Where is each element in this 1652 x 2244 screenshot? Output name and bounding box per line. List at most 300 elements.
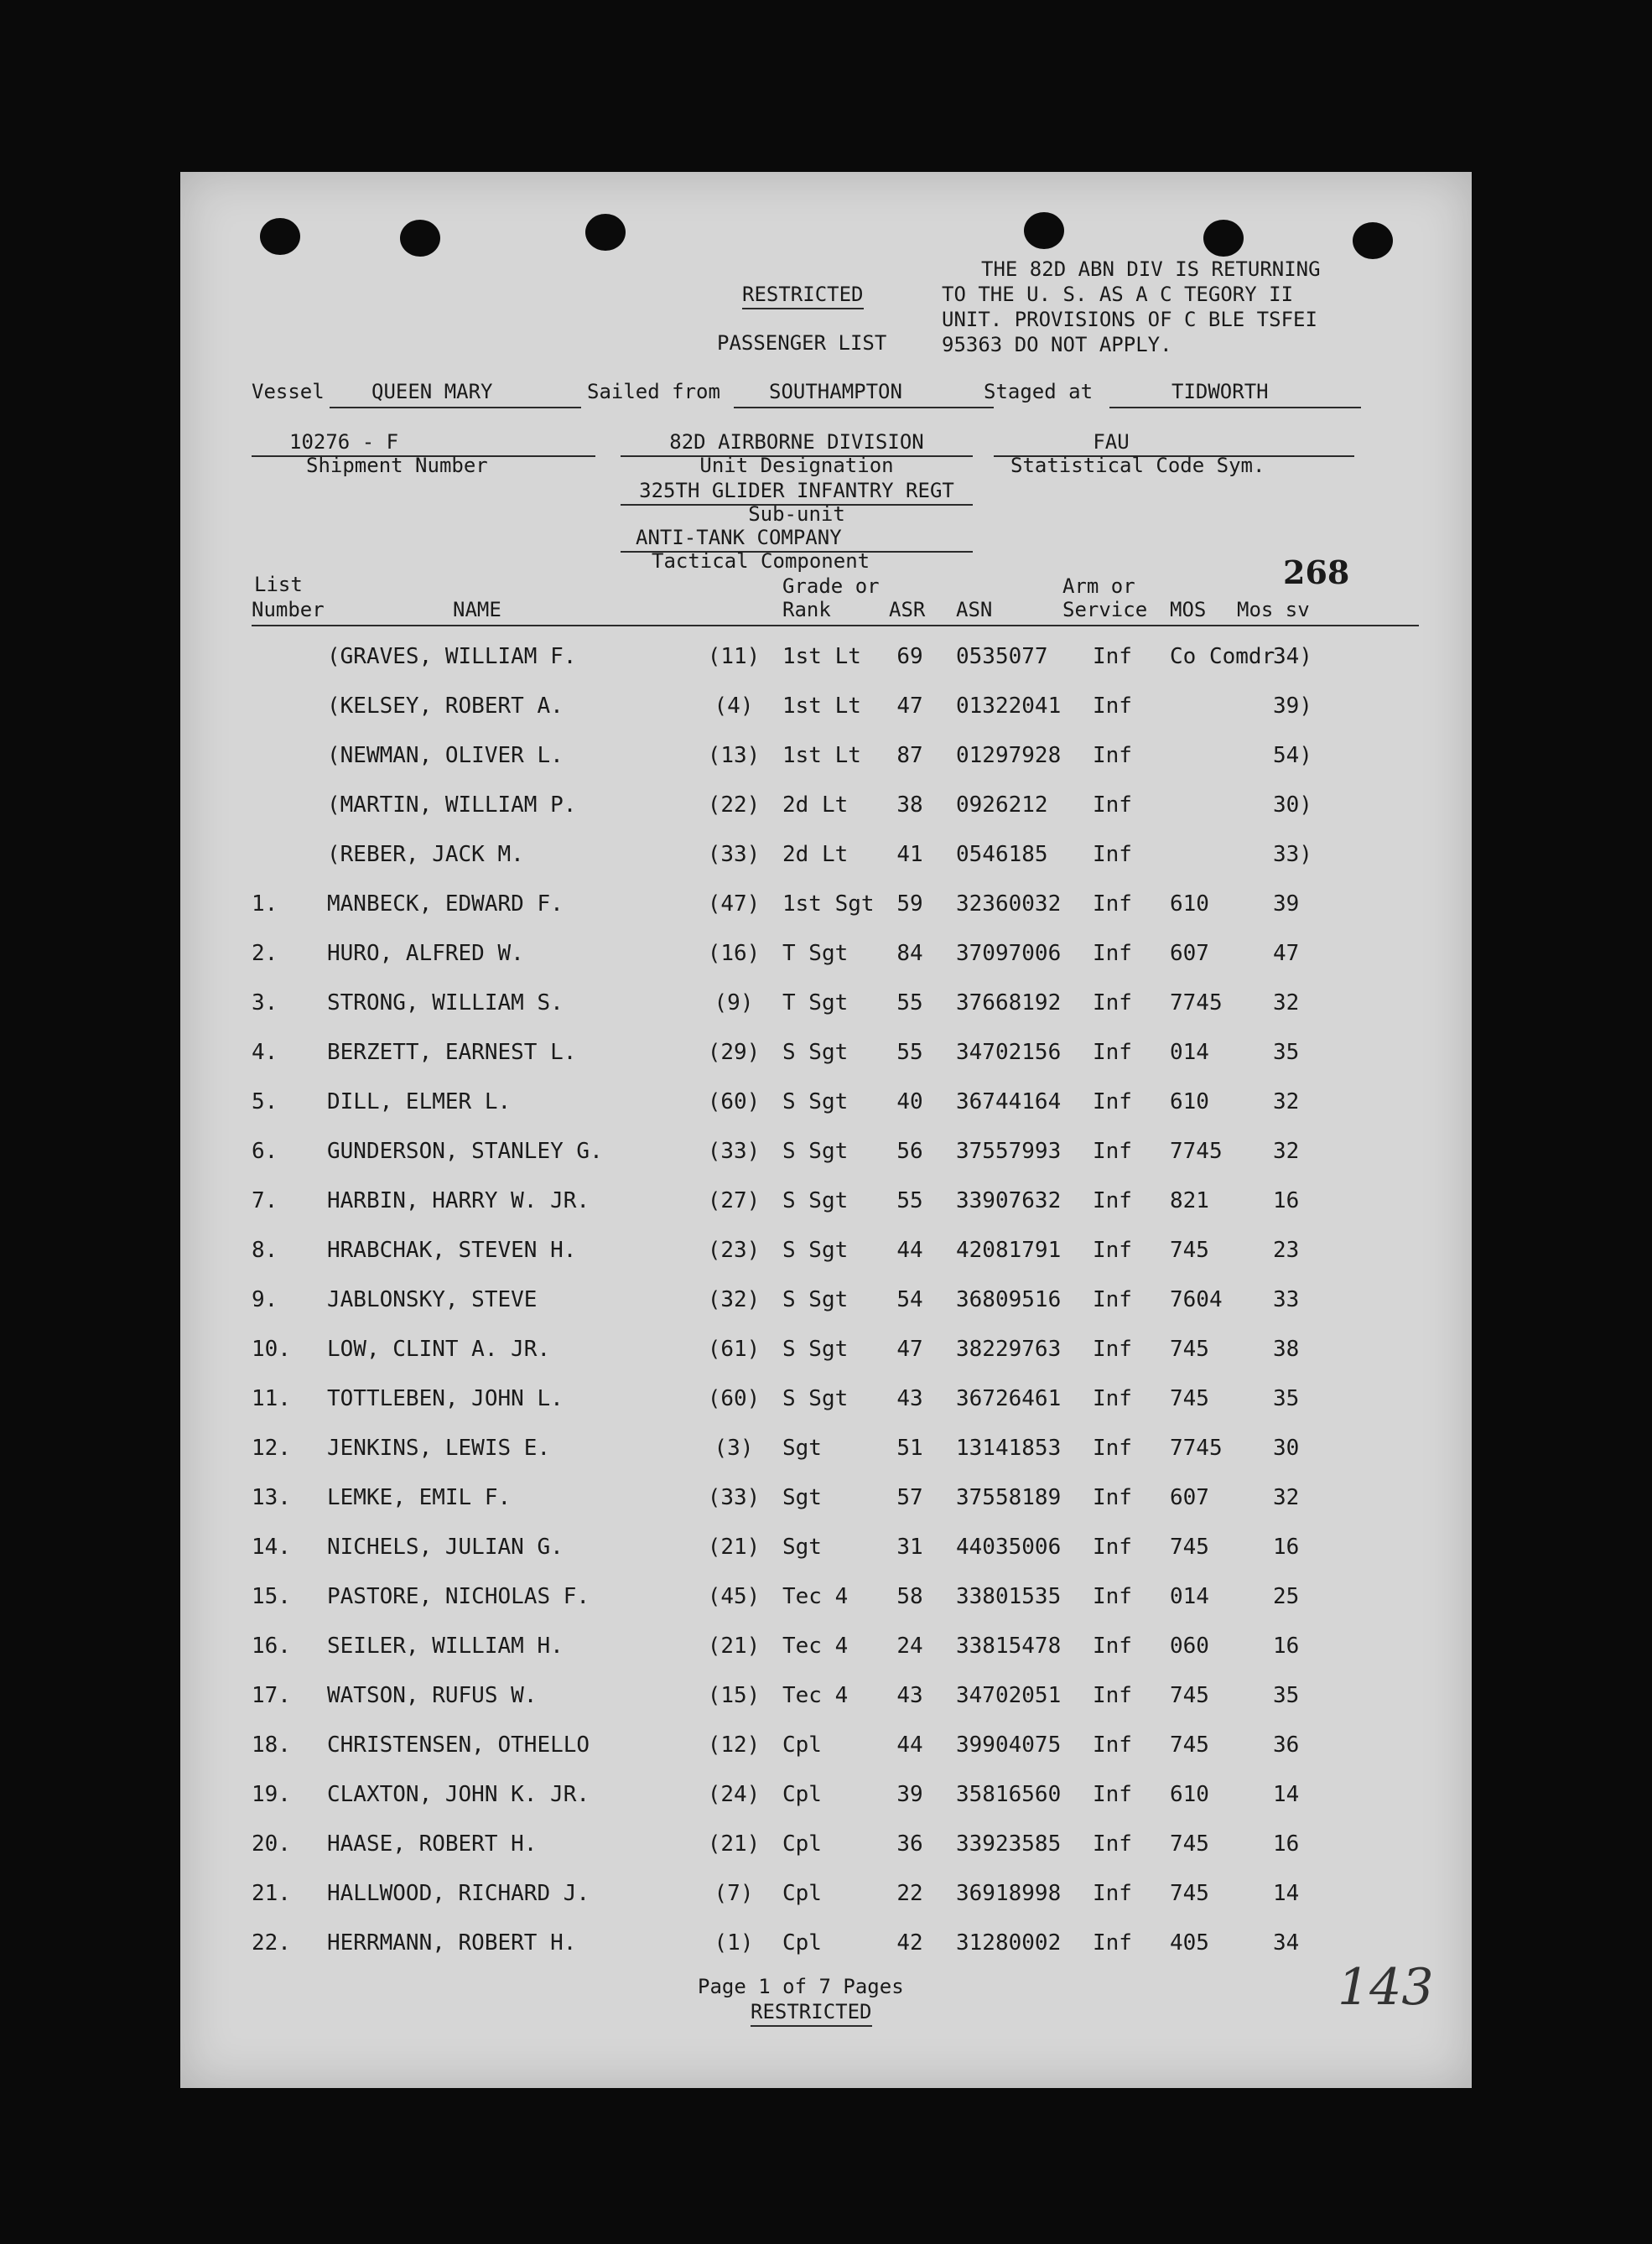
mos-code: 610 [1170,891,1209,917]
grade-rank: Sgt [782,1436,822,1461]
table-row [180,1089,1472,1123]
grade-rank: Cpl [782,1732,822,1758]
staged-at-underline [1109,407,1361,408]
army-serial-number: 34702051 [956,1683,1062,1708]
arm-service: Inf [1093,1436,1132,1461]
passenger-name: (NEWMAN, OLIVER L. [327,743,564,768]
list-number: 15. [252,1584,291,1609]
months-service: 32 [1273,1089,1300,1114]
grade-rank: 1st Lt [782,693,861,719]
asr-score: 59 [896,891,923,917]
code-number: (27) [707,1188,761,1213]
code-number: (13) [707,743,761,768]
code-number: (4) [714,693,754,719]
table-row [180,1485,1472,1519]
asr-score: 22 [896,1881,923,1906]
list-number: 4. [252,1040,278,1065]
months-service: 30 [1273,1436,1300,1461]
arm-service: Inf [1093,1287,1132,1312]
col-list-number-line1: List [254,573,303,596]
table-row [180,743,1472,777]
col-arm-line2: Service [1062,598,1148,621]
mos-code: 014 [1170,1584,1209,1609]
mos-code: 610 [1170,1089,1209,1114]
arm-service: Inf [1093,1238,1132,1263]
grade-rank: Tec 4 [782,1683,849,1708]
asr-score: 54 [896,1287,923,1312]
punch-hole-icon [1203,220,1244,257]
passenger-name: SEILER, WILLIAM H. [327,1634,564,1659]
list-number: 19. [252,1782,291,1807]
table-row [180,1584,1472,1618]
column-header-underline [252,625,1419,626]
mos-code: 060 [1170,1634,1209,1659]
asr-score: 44 [896,1732,923,1758]
asr-score: 69 [896,644,923,669]
months-service: 38 [1273,1337,1300,1362]
arm-service: Inf [1093,1584,1132,1609]
code-number: (45) [707,1584,761,1609]
table-row [180,1930,1472,1964]
passenger-name: BERZETT, EARNEST L. [327,1040,577,1065]
grade-rank: S Sgt [782,1287,849,1312]
arm-service: Inf [1093,1732,1132,1758]
vessel-label: Vessel [252,380,325,403]
statistical-code-label: Statistical Code Sym. [1010,454,1265,477]
restricted-heading: RESTRICTED [742,283,864,309]
asr-score: 47 [896,693,923,719]
arm-service: Inf [1093,1337,1132,1362]
asr-score: 55 [896,1040,923,1065]
code-number: (9) [714,990,754,1016]
passenger-name: HRABCHAK, STEVEN H. [327,1238,577,1263]
asr-score: 44 [896,1238,923,1263]
passenger-name: LEMKE, EMIL F. [327,1485,512,1510]
list-number: 10. [252,1337,291,1362]
shipment-number-value: 10276 - F [289,430,399,454]
army-serial-number: 36918998 [956,1881,1062,1906]
passenger-name: TOTTLEBEN, JOHN L. [327,1386,564,1411]
table-row [180,1732,1472,1766]
passenger-name: (MARTIN, WILLIAM P. [327,792,577,818]
table-row [180,644,1472,678]
army-serial-number: 37558189 [956,1485,1062,1510]
army-serial-number: 42081791 [956,1238,1062,1263]
grade-rank: T Sgt [782,941,849,966]
list-number: 8. [252,1238,278,1263]
code-number: (33) [707,1139,761,1164]
punch-hole-icon [585,214,626,251]
code-number: (21) [707,1634,761,1659]
code-number: (47) [707,891,761,917]
arm-service: Inf [1093,792,1132,818]
arm-service: Inf [1093,990,1132,1016]
passenger-name: HALLWOOD, RICHARD J. [327,1881,590,1906]
army-serial-number: 33815478 [956,1634,1062,1659]
table-row [180,990,1472,1024]
stamp-number: 268 [1283,553,1350,591]
punch-hole-icon [1353,222,1393,259]
months-service: 35 [1273,1683,1300,1708]
vessel-underline [330,407,581,408]
passenger-name: NICHELS, JULIAN G. [327,1535,564,1560]
code-number: (1) [714,1930,754,1956]
sailed-from-value: SOUTHAMPTON [769,380,902,403]
list-number: 13. [252,1485,291,1510]
punch-hole-icon [1024,212,1064,249]
code-number: (11) [707,644,761,669]
army-serial-number: 38229763 [956,1337,1062,1362]
arm-service: Inf [1093,1040,1132,1065]
col-grade-line2: Rank [782,598,831,621]
code-number: (33) [707,842,761,867]
months-service: 54) [1273,743,1312,768]
asr-score: 57 [896,1485,923,1510]
mos-code: 607 [1170,1485,1209,1510]
passenger-name: (KELSEY, ROBERT A. [327,693,564,719]
code-number: (23) [707,1238,761,1263]
arm-service: Inf [1093,941,1132,966]
army-serial-number: 0926212 [956,792,1048,818]
army-serial-number: 33907632 [956,1188,1062,1213]
col-list-number-line2: Number [252,598,325,621]
code-number: (3) [714,1436,754,1461]
list-number: 3. [252,990,278,1016]
arm-service: Inf [1093,644,1132,669]
table-row [180,1040,1472,1073]
arm-service: Inf [1093,1782,1132,1807]
asr-score: 41 [896,842,923,867]
code-number: (12) [707,1732,761,1758]
asr-score: 58 [896,1584,923,1609]
mos-code: 405 [1170,1930,1209,1956]
code-number: (16) [707,941,761,966]
mos-code: 745 [1170,1831,1209,1857]
arm-service: Inf [1093,1139,1132,1164]
col-mos: MOS [1170,598,1207,621]
table-row [180,1238,1472,1271]
passenger-name: HERRMANN, ROBERT H. [327,1930,577,1956]
table-row [180,1535,1472,1568]
asr-score: 43 [896,1386,923,1411]
passenger-name: HARBIN, HARRY W. JR. [327,1188,590,1213]
months-service: 35 [1273,1040,1300,1065]
grade-rank: S Sgt [782,1386,849,1411]
arm-service: Inf [1093,743,1132,768]
mos-code: 7604 [1170,1287,1223,1312]
list-number: 16. [252,1634,291,1659]
arm-service: Inf [1093,1831,1132,1857]
notice-line-1: THE 82D ABN DIV IS RETURNING [981,257,1321,281]
army-serial-number: 13141853 [956,1436,1062,1461]
list-number: 1. [252,891,278,917]
months-service: 33) [1273,842,1312,867]
passenger-name: CHRISTENSEN, OTHELLO [327,1732,590,1758]
mos-code: 821 [1170,1188,1209,1213]
mos-code: 745 [1170,1535,1209,1560]
table-row [180,1782,1472,1815]
grade-rank: T Sgt [782,990,849,1016]
arm-service: Inf [1093,1089,1132,1114]
arm-service: Inf [1093,1188,1132,1213]
passenger-name: JABLONSKY, STEVE [327,1287,538,1312]
army-serial-number: 0535077 [956,644,1048,669]
unit-designation-value: 82D AIRBORNE DIVISION [669,430,924,454]
army-serial-number: 37097006 [956,941,1062,966]
list-number: 21. [252,1881,291,1906]
table-row [180,1831,1472,1865]
shipment-number-label: Shipment Number [306,454,488,477]
list-number: 17. [252,1683,291,1708]
grade-rank: Cpl [782,1831,822,1857]
asr-score: 55 [896,990,923,1016]
code-number: (24) [707,1782,761,1807]
asr-score: 47 [896,1337,923,1362]
army-serial-number: 33801535 [956,1584,1062,1609]
asr-score: 39 [896,1782,923,1807]
col-asn: ASN [956,598,993,621]
passenger-name: (REBER, JACK M. [327,842,524,867]
notice-line-3: UNIT. PROVISIONS OF C BLE TSFEI [942,308,1317,331]
passenger-name: (GRAVES, WILLIAM F. [327,644,577,669]
asr-score: 43 [896,1683,923,1708]
notice-line-2: TO THE U. S. AS A C TEGORY II [942,283,1294,306]
grade-rank: Cpl [782,1930,822,1956]
grade-rank: Sgt [782,1535,822,1560]
arm-service: Inf [1093,1535,1132,1560]
asr-score: 38 [896,792,923,818]
arm-service: Inf [1093,891,1132,917]
grade-rank: 2d Lt [782,792,849,818]
passenger-name: DILL, ELMER L. [327,1089,512,1114]
months-service: 33 [1273,1287,1300,1312]
passenger-name: HURO, ALFRED W. [327,941,524,966]
asr-score: 24 [896,1634,923,1659]
table-row [180,792,1472,826]
grade-rank: 1st Lt [782,743,861,768]
asr-score: 36 [896,1831,923,1857]
months-service: 25 [1273,1584,1300,1609]
passenger-name: LOW, CLINT A. JR. [327,1337,551,1362]
asr-score: 84 [896,941,923,966]
months-service: 16 [1273,1535,1300,1560]
grade-rank: Tec 4 [782,1584,849,1609]
code-number: (60) [707,1089,761,1114]
grade-rank: S Sgt [782,1040,849,1065]
army-serial-number: 37557993 [956,1139,1062,1164]
code-number: (22) [707,792,761,818]
arm-service: Inf [1093,1485,1132,1510]
months-service: 39 [1273,891,1300,917]
grade-rank: S Sgt [782,1188,849,1213]
asr-score: 31 [896,1535,923,1560]
months-service: 16 [1273,1831,1300,1857]
vessel-value: QUEEN MARY [371,380,493,403]
months-service: 39) [1273,693,1312,719]
months-service: 36 [1273,1732,1300,1758]
mos-code: 745 [1170,1881,1209,1906]
table-row [180,941,1472,974]
handwritten-page-number: 143 [1338,1958,1434,2017]
mos-code: 7745 [1170,1436,1223,1461]
mos-code: 607 [1170,941,1209,966]
list-number: 11. [252,1386,291,1411]
code-number: (15) [707,1683,761,1708]
tactical-component-label: Tactical Component [652,549,870,573]
passenger-name: MANBECK, EDWARD F. [327,891,564,917]
table-row [180,1881,1472,1914]
tactical-component-value: ANTI-TANK COMPANY [636,526,842,549]
months-service: 23 [1273,1238,1300,1263]
mos-code: 610 [1170,1782,1209,1807]
list-number: 12. [252,1436,291,1461]
sailed-from-underline [734,407,994,408]
page-indicator: Page 1 of 7 Pages [698,1975,904,1998]
col-grade-line1: Grade or [782,574,880,598]
army-serial-number: 0546185 [956,842,1048,867]
list-number: 18. [252,1732,291,1758]
army-serial-number: 39904075 [956,1732,1062,1758]
passenger-name: STRONG, WILLIAM S. [327,990,564,1016]
table-row [180,1188,1472,1222]
table-row [180,842,1472,875]
code-number: (32) [707,1287,761,1312]
grade-rank: S Sgt [782,1337,849,1362]
sub-unit-value: 325TH GLIDER INFANTRY REGT [639,479,954,502]
grade-rank: 1st Sgt [782,891,875,917]
army-serial-number: 37668192 [956,990,1062,1016]
punch-hole-icon [400,220,440,257]
arm-service: Inf [1093,1386,1132,1411]
col-mos-sv: Mos sv [1237,598,1310,621]
list-number: 14. [252,1535,291,1560]
months-service: 32 [1273,990,1300,1016]
army-serial-number: 36809516 [956,1287,1062,1312]
army-serial-number: 36744164 [956,1089,1062,1114]
notice-line-4: 95363 DO NOT APPLY. [942,333,1172,356]
passenger-name: CLAXTON, JOHN K. JR. [327,1782,590,1807]
punch-hole-icon [260,218,300,255]
arm-service: Inf [1093,1930,1132,1956]
list-number: 20. [252,1831,291,1857]
mos-code: 745 [1170,1683,1209,1708]
table-row [180,1683,1472,1717]
months-service: 47 [1273,941,1300,966]
mos-code: 7745 [1170,1139,1223,1164]
code-number: (29) [707,1040,761,1065]
asr-score: 40 [896,1089,923,1114]
staged-at-value: TIDWORTH [1171,380,1269,403]
grade-rank: S Sgt [782,1089,849,1114]
sailed-from-label: Sailed from [587,380,720,403]
arm-service: Inf [1093,1683,1132,1708]
asr-score: 42 [896,1930,923,1956]
passenger-list-heading: PASSENGER LIST [717,331,887,355]
army-serial-number: 01322041 [956,693,1062,719]
sub-unit-label: Sub-unit [748,502,845,526]
code-number: (33) [707,1485,761,1510]
list-number: 7. [252,1188,278,1213]
mos-code: 745 [1170,1386,1209,1411]
months-service: 34) [1273,644,1312,669]
asr-score: 55 [896,1188,923,1213]
grade-rank: Cpl [782,1782,822,1807]
months-service: 16 [1273,1634,1300,1659]
grade-rank: S Sgt [782,1139,849,1164]
asr-score: 51 [896,1436,923,1461]
army-serial-number: 36726461 [956,1386,1062,1411]
arm-service: Inf [1093,693,1132,719]
months-service: 32 [1273,1139,1300,1164]
army-serial-number: 01297928 [956,743,1062,768]
passenger-name: PASTORE, NICHOLAS F. [327,1584,590,1609]
asr-score: 87 [896,743,923,768]
mos-code: Co Comdr [1170,644,1275,669]
mos-code: 745 [1170,1337,1209,1362]
statistical-code-value: FAU [1093,430,1130,454]
table-row [180,891,1472,925]
months-service: 34 [1273,1930,1300,1956]
months-service: 32 [1273,1485,1300,1510]
list-number: 6. [252,1139,278,1164]
passenger-name: HAASE, ROBERT H. [327,1831,538,1857]
list-number: 9. [252,1287,278,1312]
mos-code: 745 [1170,1238,1209,1263]
army-serial-number: 33923585 [956,1831,1062,1857]
restricted-footer: RESTRICTED [751,2000,872,2027]
army-serial-number: 44035006 [956,1535,1062,1560]
army-serial-number: 35816560 [956,1782,1062,1807]
col-asr: ASR [889,598,926,621]
grade-rank: S Sgt [782,1238,849,1263]
mos-code: 745 [1170,1732,1209,1758]
grade-rank: Tec 4 [782,1634,849,1659]
list-number: 2. [252,941,278,966]
table-row [180,1139,1472,1172]
army-serial-number: 34702156 [956,1040,1062,1065]
table-row [180,693,1472,727]
months-service: 35 [1273,1386,1300,1411]
passenger-list-document [180,172,1472,2088]
unit-designation-label: Unit Designation [699,454,894,477]
grade-rank: Cpl [782,1881,822,1906]
list-number: 5. [252,1089,278,1114]
months-service: 16 [1273,1188,1300,1213]
staged-at-label: Staged at [984,380,1094,403]
list-number: 22. [252,1930,291,1956]
passenger-name: GUNDERSON, STANLEY G. [327,1139,603,1164]
code-number: (60) [707,1386,761,1411]
code-number: (7) [714,1881,754,1906]
passenger-name: JENKINS, LEWIS E. [327,1436,551,1461]
table-row [180,1287,1472,1321]
arm-service: Inf [1093,1634,1132,1659]
months-service: 14 [1273,1881,1300,1906]
months-service: 14 [1273,1782,1300,1807]
asr-score: 56 [896,1139,923,1164]
passenger-name: WATSON, RUFUS W. [327,1683,538,1708]
col-name: NAME [453,598,501,621]
code-number: (61) [707,1337,761,1362]
arm-service: Inf [1093,1881,1132,1906]
grade-rank: 2d Lt [782,842,849,867]
months-service: 30) [1273,792,1312,818]
grade-rank: Sgt [782,1485,822,1510]
army-serial-number: 31280002 [956,1930,1062,1956]
code-number: (21) [707,1535,761,1560]
code-number: (21) [707,1831,761,1857]
table-row [180,1386,1472,1420]
